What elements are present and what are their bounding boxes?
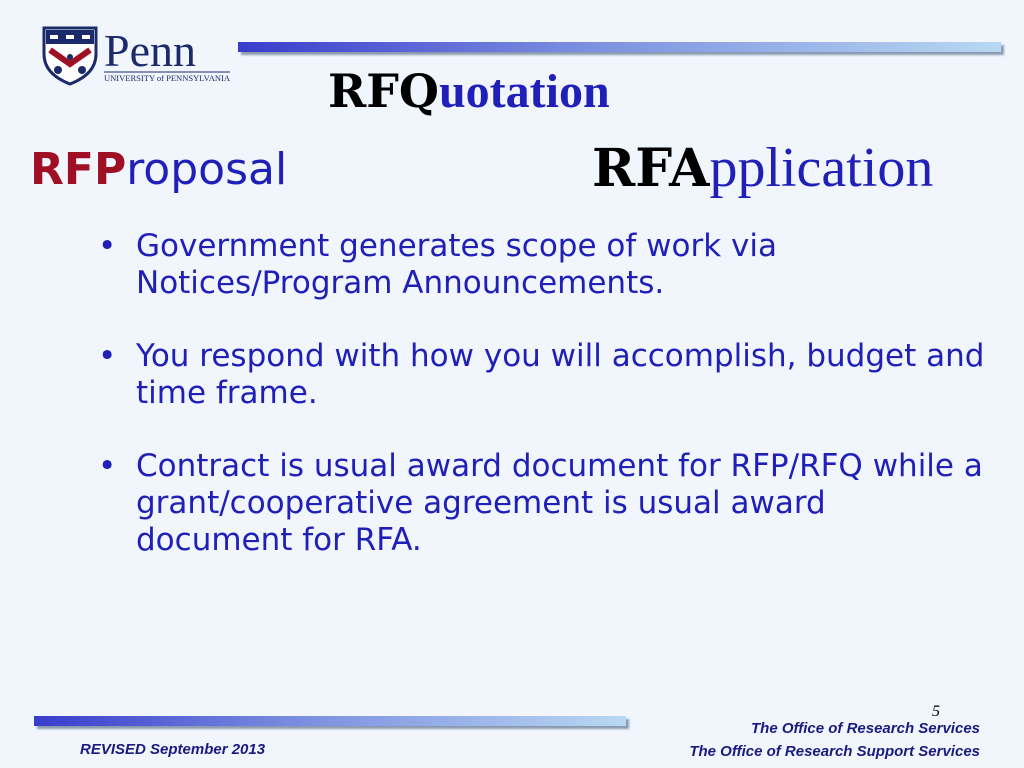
bullet-item — [98, 228, 988, 302]
penn-shield-icon — [44, 28, 96, 84]
bottom-decorative-bar — [34, 716, 626, 726]
bullet-item — [98, 448, 988, 559]
rfp-acronym: RFP — [30, 144, 127, 195]
footer-office-line-1: The Office of Research Services — [751, 720, 980, 737]
top-decorative-bar — [238, 42, 1001, 52]
footer-office-line-2: The Office of Research Support Services — [689, 743, 980, 760]
rfq-acronym: RFQ — [328, 64, 439, 118]
rfp-remainder: roposal — [126, 144, 288, 195]
penn-logo — [40, 24, 235, 86]
bullet-dot-icon: • — [98, 228, 117, 264]
bullet-list — [98, 228, 988, 595]
bullet-dot-icon: • — [98, 448, 117, 484]
heading-rfapplication — [592, 136, 933, 200]
page-number: 5 — [932, 703, 940, 720]
bullet-text: Government generates scope of work via Notices/Program Announcements. — [136, 228, 777, 301]
rfa-acronym: RFA — [592, 138, 710, 199]
heading-rfquotation — [328, 64, 610, 119]
bullet-item — [98, 338, 988, 412]
rfa-remainder: pplication — [709, 137, 934, 199]
penn-wordmark: Penn — [104, 25, 196, 76]
bullet-dot-icon: • — [98, 338, 117, 374]
rfq-remainder: uotation — [438, 65, 610, 118]
penn-logo-subtitle: UNIVERSITY of PENNSYLVANIA — [104, 74, 231, 83]
footer-revised-date: REVISED September 2013 — [80, 741, 266, 758]
bullet-text: Contract is usual award document for RFP/RFQ while a grant/cooperative agreement is usual award document for RFA. — [136, 448, 983, 558]
heading-rfproposal — [30, 144, 287, 195]
bullet-text: You respond with how you will accomplish, budget and time frame. — [136, 338, 985, 411]
